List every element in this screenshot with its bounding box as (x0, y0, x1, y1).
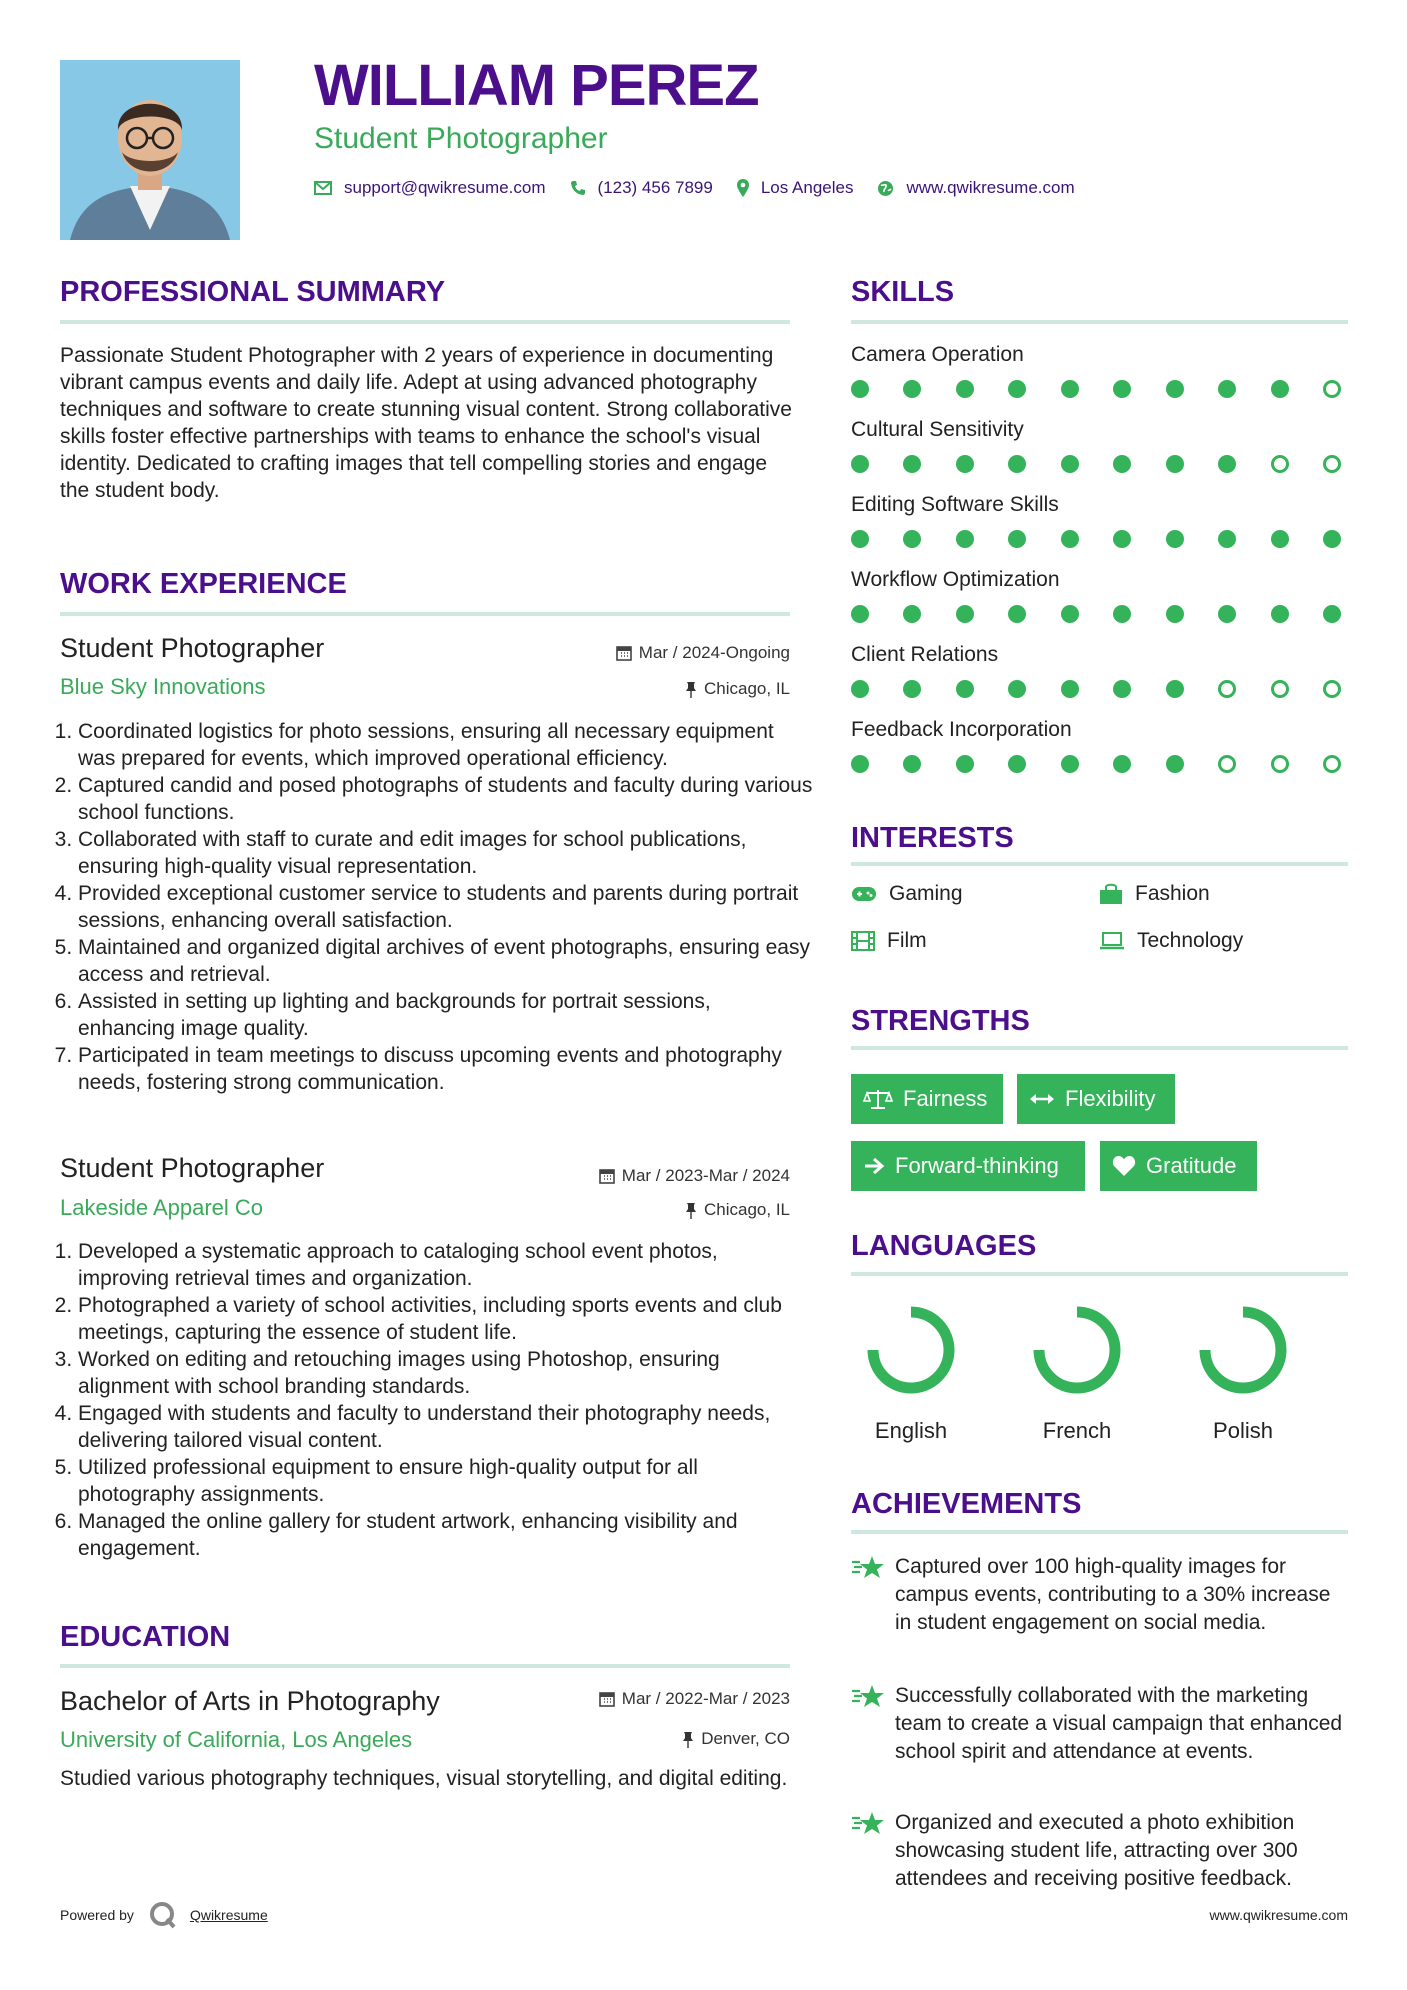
interest-gaming (851, 882, 963, 906)
balance-scale-icon (863, 1088, 893, 1110)
contact-email[interactable]: support@qwikresume.com (344, 178, 546, 197)
skill-dot-filled (1218, 605, 1236, 623)
job-location (450, 1200, 790, 1220)
skill-name: Camera Operation (851, 343, 1024, 366)
achievements-rule (851, 1530, 1348, 1534)
language-item (851, 1300, 971, 1444)
strength-label: Forward-thinking (895, 1153, 1059, 1178)
skill-name: Workflow Optimization (851, 568, 1060, 591)
skill-dot-filled (851, 605, 869, 623)
achievement-text: Successfully collaborated with the marketing team to create a visual campaign that enhanced school spirit and attendance at events. (895, 1684, 1343, 1763)
skill-dot-filled (1061, 380, 1079, 398)
calendar-icon (599, 1168, 615, 1184)
experience-rule (60, 612, 790, 616)
contact-location: Los Angeles (760, 178, 854, 197)
envelope-icon (314, 181, 332, 195)
skill-dot-filled (1218, 380, 1236, 398)
language-item (1183, 1300, 1303, 1444)
skill-name: Feedback Incorporation (851, 718, 1072, 741)
gamepad-icon (851, 886, 877, 902)
skill-dot-filled (851, 530, 869, 548)
star-icon (851, 1811, 885, 1837)
skill-dot-empty (1323, 455, 1341, 473)
skills-list (851, 343, 1351, 793)
education-location (450, 1729, 790, 1749)
skill-rating (851, 605, 1341, 623)
strength-label: Flexibility (1065, 1086, 1156, 1111)
calendar-icon (599, 1691, 615, 1707)
interest-fashion (1099, 882, 1210, 906)
language-level-arc (873, 1312, 949, 1388)
interest-label: Fashion (1135, 882, 1210, 905)
skill-dot-filled (956, 680, 974, 698)
skill-name: Cultural Sensitivity (851, 418, 1024, 441)
job-duties-list (60, 718, 813, 1096)
skill-rating (851, 530, 1341, 548)
star-icon (851, 1555, 885, 1581)
skill-row (851, 568, 1351, 643)
skill-row (851, 343, 1351, 418)
language-name: French (1042, 1418, 1112, 1443)
phone-icon (570, 180, 586, 196)
qwikresume-logo-icon (148, 1900, 178, 1930)
language-name: English (874, 1418, 948, 1443)
list-item: 1. Coordinated logistics for photo sessions, ensuring all necessary equipment was prepared for events, which improved operational efficiency. (78, 718, 813, 772)
job-date-text: Mar / 2023-Mar / 2024 (621, 1166, 790, 1185)
skill-dot-filled (851, 455, 869, 473)
skill-dot-filled (1061, 755, 1079, 773)
education-heading: EDUCATION (60, 1621, 231, 1653)
school-name: University of California, Los Angeles (60, 1727, 413, 1752)
languages-rule (851, 1272, 1348, 1276)
job-date (450, 643, 790, 663)
skill-row (851, 643, 1351, 718)
skill-dot-filled (1113, 455, 1131, 473)
skill-dot-filled (1166, 755, 1184, 773)
job-title: Student Photographer (60, 633, 325, 663)
skill-dot-empty (1323, 680, 1341, 698)
skill-dot-filled (903, 755, 921, 773)
strength-badge (851, 1074, 1003, 1124)
skill-dot-filled (1218, 530, 1236, 548)
achievement-text: Captured over 100 high-quality images for campus events, contributing to a 30% increase in student engagement on social media. (895, 1555, 1331, 1634)
job-location (450, 679, 790, 699)
skill-dot-filled (1008, 755, 1026, 773)
contact-phone: (123) 456 7899 (597, 178, 713, 197)
contact-website[interactable]: www.qwikresume.com (906, 178, 1075, 197)
interest-label: Film (887, 929, 927, 952)
skill-dot-filled (1008, 680, 1026, 698)
skill-dot-filled (1061, 455, 1079, 473)
interests-rule (851, 862, 1348, 866)
skill-rating (851, 380, 1341, 398)
skill-rating (851, 680, 1341, 698)
skill-dot-filled (1323, 605, 1341, 623)
skill-dot-filled (1061, 530, 1079, 548)
skill-dot-filled (1166, 455, 1184, 473)
list-item: 3. Collaborated with staff to curate and edit images for school publications, ensuring high-quality visual representation. (78, 826, 813, 880)
skill-dot-filled (1113, 530, 1131, 548)
education-location-text: Denver, CO (701, 1729, 790, 1748)
list-item: 1. Developed a systematic approach to cataloging school event photos, improving retrieval times and organization. (78, 1238, 813, 1292)
skill-dot-filled (956, 380, 974, 398)
achievement-item (851, 1553, 1348, 1637)
skill-dot-filled (956, 755, 974, 773)
language-level-ring (1193, 1300, 1293, 1400)
interest-label: Gaming (889, 882, 963, 905)
skill-dot-filled (851, 755, 869, 773)
skill-dot-filled (1061, 605, 1079, 623)
summary-rule (60, 320, 790, 324)
language-level-ring (861, 1300, 961, 1400)
candidate-title: Student Photographer (314, 122, 608, 155)
degree-title: Bachelor of Arts in Photography (60, 1686, 440, 1716)
education-description: Studied various photography techniques, visual storytelling, and digital editing. (60, 1767, 788, 1790)
skills-rule (851, 320, 1348, 324)
education-date (450, 1689, 790, 1709)
skill-dot-filled (1113, 755, 1131, 773)
list-item: 3. Worked on editing and retouching images using Photoshop, ensuring alignment with school branding standards. (78, 1346, 813, 1400)
list-item: 5. Utilized professional equipment to ensure high-quality output for all photography assignments. (78, 1454, 813, 1508)
job-location-text: Chicago, IL (704, 679, 790, 698)
footer-site[interactable]: www.qwikresume.com (1209, 1907, 1348, 1923)
skill-dot-filled (1166, 530, 1184, 548)
skill-dot-filled (851, 680, 869, 698)
interest-label: Technology (1137, 929, 1244, 952)
skill-dot-filled (1271, 380, 1289, 398)
language-item (1017, 1300, 1137, 1444)
skill-dot-filled (1271, 605, 1289, 623)
strength-badge (1100, 1141, 1257, 1191)
list-item: 4. Provided exceptional customer service to students and parents during portrait sessions, enhancing overall satisfaction. (78, 880, 813, 934)
skill-name: Client Relations (851, 643, 999, 666)
skill-dot-filled (1271, 530, 1289, 548)
skill-dot-filled (956, 530, 974, 548)
pin-icon (685, 681, 697, 698)
job-date (450, 1166, 790, 1186)
summary-text: Passionate Student Photographer with 2 years of experience in documenting vibrant campus events and daily life. Adept at using advanced photography techniques and software to create stunning visual content. Strong collaborative skills foster effective partnerships with teams to enhance the school's visual identity. Dedicated to crafting images that tell compelling stories and engage the student body. (60, 344, 792, 502)
list-item: 4. Engaged with students and faculty to understand their photography needs, delivering tailored visual content. (78, 1400, 813, 1454)
strength-label: Fairness (903, 1086, 988, 1111)
education-date-text: Mar / 2022-Mar / 2023 (621, 1689, 790, 1708)
powered-by-label: Powered by (60, 1907, 134, 1923)
skill-dot-filled (903, 530, 921, 548)
job-location-text: Chicago, IL (704, 1200, 790, 1219)
job-company: Blue Sky Innovations (60, 674, 266, 699)
skill-dot-filled (956, 455, 974, 473)
list-item: 7. Participated in team meetings to discuss upcoming events and photography needs, fostering strong communication. (78, 1042, 813, 1096)
skill-dot-filled (1166, 680, 1184, 698)
skill-row (851, 493, 1351, 568)
strength-badge (1017, 1074, 1175, 1124)
skill-dot-filled (1113, 680, 1131, 698)
achievement-text: Organized and executed a photo exhibition showcasing student life, attracting over 300 attendees and receiving positive feedback. (895, 1811, 1298, 1890)
skill-dot-filled (1008, 455, 1026, 473)
achievements-heading: ACHIEVEMENTS (851, 1488, 1082, 1520)
star-icon (851, 1684, 885, 1710)
language-level-arc (1205, 1312, 1281, 1388)
skill-dot-filled (956, 605, 974, 623)
skill-dot-filled (1113, 605, 1131, 623)
language-level-ring (1027, 1300, 1127, 1400)
shopping-bag-icon (1099, 883, 1123, 905)
map-marker-icon (737, 179, 749, 197)
list-item: 2. Captured candid and posed photographs of students and faculty during various school functions. (78, 772, 813, 826)
skill-dot-filled (1008, 380, 1026, 398)
skill-dot-filled (1218, 455, 1236, 473)
languages-heading: LANGUAGES (851, 1230, 1037, 1262)
skill-dot-filled (1323, 530, 1341, 548)
laptop-icon (1099, 932, 1125, 950)
skill-row (851, 418, 1351, 493)
skill-dot-filled (1166, 380, 1184, 398)
skill-dot-empty (1323, 755, 1341, 773)
globe-icon (877, 180, 894, 197)
contact-bar (314, 178, 1099, 198)
strengths-heading: STRENGTHS (851, 1005, 1030, 1037)
pin-icon (685, 1202, 697, 1219)
skill-dot-empty (1323, 380, 1341, 398)
skill-dot-empty (1218, 755, 1236, 773)
skill-rating (851, 755, 1341, 773)
list-item: 6. Managed the online gallery for student artwork, enhancing visibility and engagement. (78, 1508, 813, 1562)
job-date-text: Mar / 2024-Ongoing (638, 643, 790, 662)
experience-heading: WORK EXPERIENCE (60, 568, 347, 600)
achievement-item (851, 1682, 1348, 1766)
skill-dot-empty (1271, 755, 1289, 773)
skill-name: Editing Software Skills (851, 493, 1059, 516)
skill-row (851, 718, 1351, 793)
list-item: 6. Assisted in setting up lighting and backgrounds for portrait sessions, enhancing image quality. (78, 988, 813, 1042)
skill-dot-filled (1008, 530, 1026, 548)
interest-technology (1099, 929, 1243, 953)
list-item: 5. Maintained and organized digital archives of event photographs, ensuring easy access and retrieval. (78, 934, 813, 988)
strength-badge (851, 1141, 1085, 1191)
heart-icon (1112, 1155, 1136, 1177)
pin-icon (682, 1731, 694, 1748)
brand-link[interactable]: Qwikresume (189, 1907, 268, 1923)
film-icon (851, 931, 875, 951)
interest-film (851, 929, 927, 953)
skill-dot-empty (1271, 680, 1289, 698)
skill-dot-empty (1218, 680, 1236, 698)
footer-powered (60, 1900, 268, 1930)
skill-dot-filled (1008, 605, 1026, 623)
interests-heading: INTERESTS (851, 822, 1014, 854)
education-rule (60, 1664, 790, 1668)
skill-dot-filled (903, 380, 921, 398)
skill-dot-filled (1166, 605, 1184, 623)
skill-rating (851, 455, 1341, 473)
calendar-icon (616, 645, 632, 661)
skill-dot-filled (903, 680, 921, 698)
list-item: 2. Photographed a variety of school activities, including sports events and club meetings, capturing the essence of student life. (78, 1292, 813, 1346)
candidate-name: WILLIAM PEREZ (314, 53, 759, 118)
strengths-rule (851, 1046, 1348, 1050)
skill-dot-filled (1061, 680, 1079, 698)
skills-heading: SKILLS (851, 276, 955, 308)
achievement-item (851, 1809, 1348, 1893)
language-level-arc (1039, 1312, 1115, 1388)
skill-dot-filled (903, 455, 921, 473)
summary-heading: PROFESSIONAL SUMMARY (60, 276, 446, 308)
language-name: Polish (1213, 1418, 1273, 1443)
skill-dot-filled (903, 605, 921, 623)
arrows-horizontal-icon (1029, 1092, 1055, 1106)
job-company: Lakeside Apparel Co (60, 1195, 264, 1220)
skill-dot-filled (851, 380, 869, 398)
arrow-right-icon (863, 1156, 885, 1176)
job-duties-list (60, 1238, 813, 1562)
job-title: Student Photographer (60, 1153, 325, 1183)
strength-label: Gratitude (1146, 1153, 1237, 1178)
profile-photo (60, 60, 240, 240)
skill-dot-filled (1113, 380, 1131, 398)
skill-dot-empty (1271, 455, 1289, 473)
